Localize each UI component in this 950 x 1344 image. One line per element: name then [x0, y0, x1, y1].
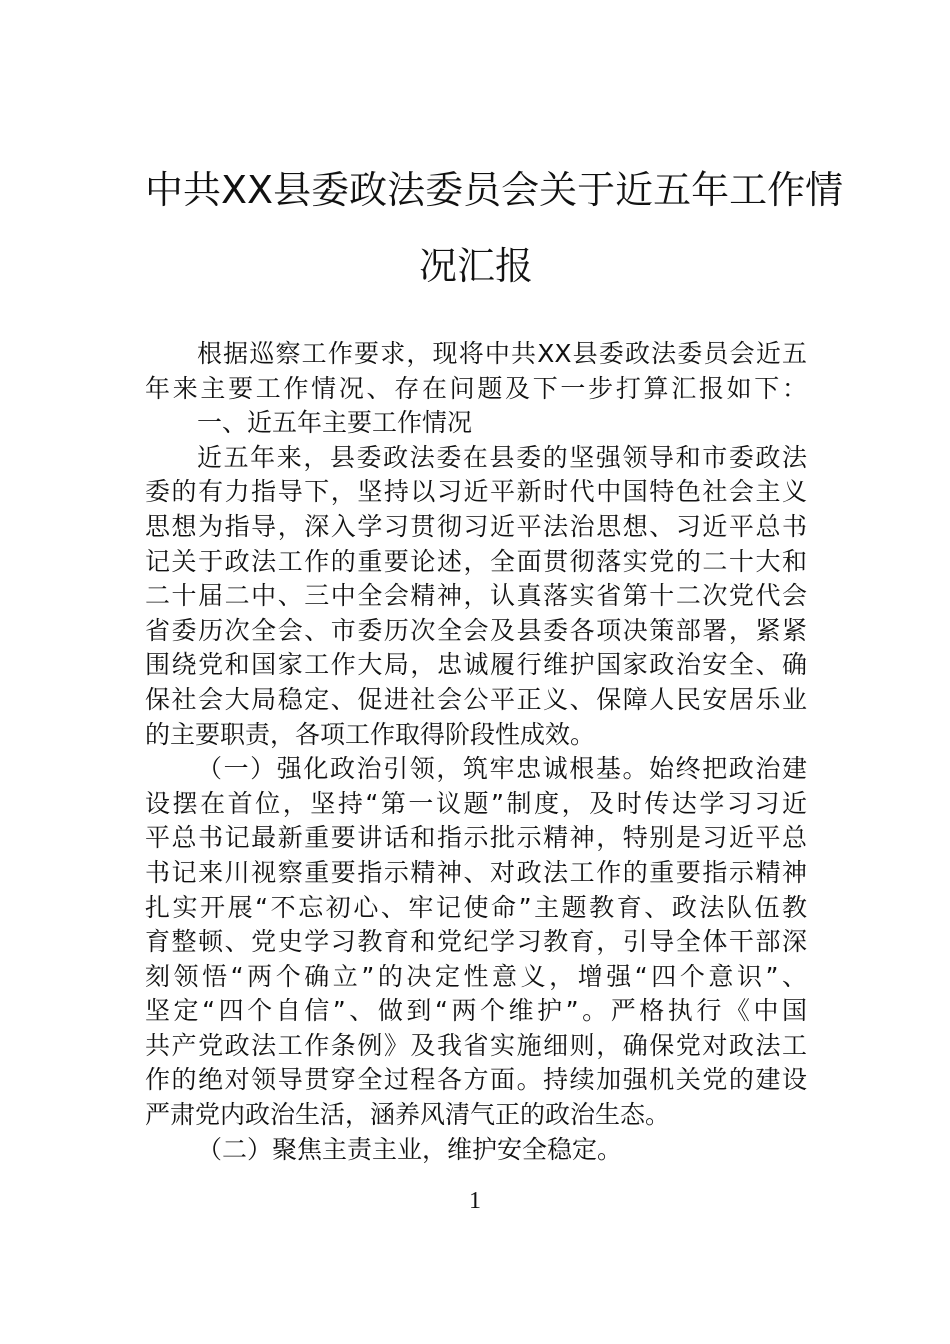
body-line: 年来主要工作情况、存在问题及下一步打算汇报如下：	[145, 373, 807, 403]
body-line: 近五年来，县委政法委在县委的坚强领导和市委政法	[197, 442, 807, 472]
body-line: 围绕党和国家工作大局，忠诚履行维护国家政治安全、确	[145, 650, 807, 680]
body-line: 设摆在首位，坚持“第一议题”制度，及时传达学习习近	[145, 788, 807, 818]
body-line: 刻领悟“两个确立”的决定性意义，增强“四个意识”、	[145, 961, 807, 991]
document-body	[145, 337, 807, 1167]
body-line: 共产党政法工作条例》及我省实施细则，确保党对政法工	[145, 1030, 807, 1060]
body-line: 扎实开展“不忘初心、牢记使命”主题教育、政法队伍教	[145, 892, 807, 922]
body-line: 书记来川视察重要指示精神、对政法工作的重要指示精神	[145, 857, 807, 887]
page-number: 1	[469, 1188, 481, 1214]
body-line: 省委历次全会、市委历次全会及县委各项决策部署，紧紧	[145, 615, 807, 645]
body-line: 委的有力指导下，坚持以习近平新时代中国特色社会主义	[145, 477, 807, 507]
body-line: 育整顿、党史学习教育和党纪学习教育，引导全体干部深	[145, 927, 807, 957]
document-title	[145, 152, 844, 304]
body-line: 根据巡察工作要求，现将中共XX县委政法委员会近五	[197, 339, 807, 368]
subsection-heading: （二）聚焦主责主业，维护安全稳定。	[197, 1134, 623, 1164]
section-heading: 一、近五年主要工作情况	[197, 408, 473, 438]
body-line: 平总书记最新重要讲话和指示批示精神，特别是习近平总	[145, 823, 807, 853]
body-line: 坚定“四个自信”、做到“两个维护”。严格执行《中国	[145, 996, 807, 1026]
body-line: 严肃党内政治生活，涵养风清气正的政治生态。	[145, 1100, 671, 1130]
subsection-line: （一）强化政治引领，筑牢忠诚根基。始终把政治建	[197, 754, 807, 784]
title-line-2: 况汇报	[418, 244, 533, 288]
body-line: 思想为指导，深入学习贯彻习近平法治思想、习近平总书	[145, 511, 807, 541]
title-line-1: 中共XX县委政法委员会关于近五年工作情	[145, 168, 844, 212]
body-line: 作的绝对领导贯穿全过程各方面。持续加强机关党的建设	[145, 1065, 807, 1095]
body-line: 的主要职责，各项工作取得阶段性成效。	[145, 719, 596, 749]
body-line: 二十届二中、三中全会精神，认真落实省第十二次党代会	[145, 581, 807, 611]
body-line: 记关于政法工作的重要论述，全面贯彻落实党的二十大和	[145, 546, 807, 576]
body-line: 保社会大局稳定、促进社会公平正义、保障人民安居乐业	[145, 684, 807, 714]
